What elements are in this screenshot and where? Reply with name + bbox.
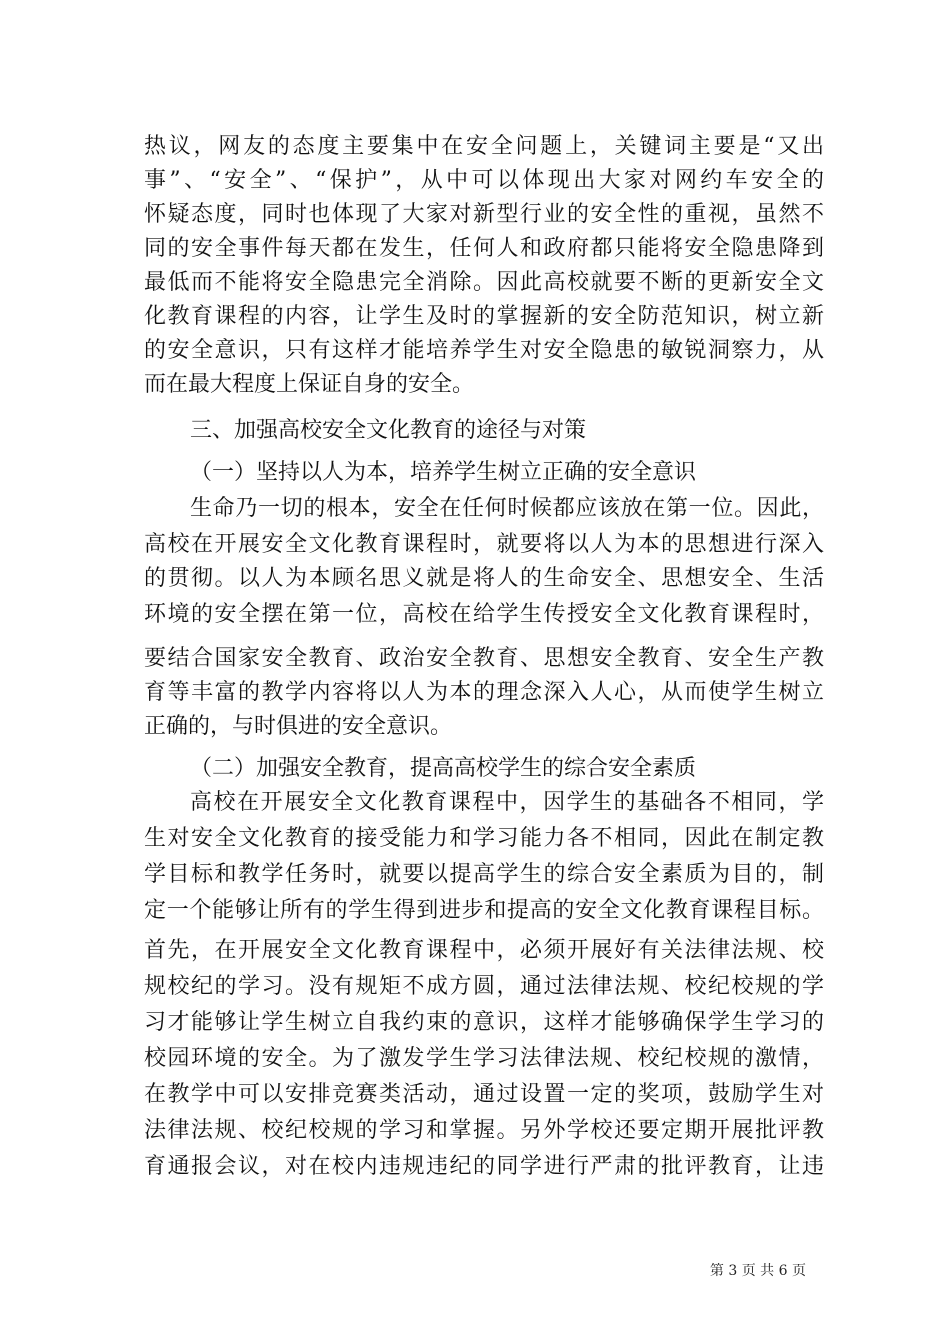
paragraph-line: 环境的安全摆在第一位，高校在给学生传授安全文化教育课程时， bbox=[144, 602, 824, 627]
paragraph-line: 而在最大程度上保证自身的安全。 bbox=[144, 372, 475, 397]
paragraph-line: 首先，在开展安全文化教育课程中，必须开展好有关法律法规、校 bbox=[144, 938, 824, 963]
paragraph-line: 育等丰富的教学内容将以人为本的理念深入人心，从而使学生树立 bbox=[144, 680, 824, 705]
paragraph-line: 化教育课程的内容，让学生及时的掌握新的安全防范知识，树立新 bbox=[144, 304, 824, 329]
page-number: 第 3 页 共 6 页 bbox=[709, 1263, 806, 1279]
paragraph-line: 校园环境的安全。为了激发学生学习法律法规、校纪校规的激情， bbox=[144, 1046, 824, 1071]
paragraph-line: 高校在开展安全文化教育课程时，就要将以人为本的思想进行深入 bbox=[144, 532, 824, 557]
paragraph-line: 正确的，与时俱进的安全意识。 bbox=[144, 714, 453, 739]
paragraph-line: 生命乃一切的根本，安全在任何时候都应该放在第一位。因此， bbox=[190, 496, 824, 521]
paragraph-line: 高校在开展安全文化教育课程中，因学生的基础各不相同，学 bbox=[190, 790, 824, 815]
paragraph-line: 最低而不能将安全隐患完全消除。因此高校就要不断的更新安全文 bbox=[144, 270, 824, 295]
paragraph-line: 同的安全事件每天都在发生，任何人和政府都只能将安全隐患降到 bbox=[144, 236, 824, 261]
paragraph-line: 法律法规、校纪校规的学习和掌握。另外学校还要定期开展批评教 bbox=[144, 1118, 824, 1143]
paragraph-line: 的贯彻。以人为本顾名思义就是将人的生命安全、思想安全、生活 bbox=[144, 566, 824, 591]
paragraph-line: 要结合国家安全教育、政治安全教育、思想安全教育、安全生产教 bbox=[144, 646, 824, 671]
paragraph-line: 习才能够让学生树立自我约束的意识，这样才能够确保学生学习的 bbox=[144, 1010, 824, 1035]
paragraph-line: 定一个能够让所有的学生得到进步和提高的安全文化教育课程目标。 bbox=[144, 898, 824, 923]
paragraph-line: 育通报会议，对在校内违规违纪的同学进行严肃的批评教育，让违 bbox=[144, 1154, 824, 1179]
paragraph-line: 规校纪的学习。没有规矩不成方圆，通过法律法规、校纪校规的学 bbox=[144, 974, 824, 999]
paragraph-line: 生对安全文化教育的接受能力和学习能力各不相同，因此在制定教 bbox=[144, 826, 824, 851]
paragraph-line: 在教学中可以安排竞赛类活动，通过设置一定的奖项，鼓励学生对 bbox=[144, 1082, 824, 1107]
paragraph-line: 怀疑态度，同时也体现了大家对新型行业的安全性的重视，虽然不 bbox=[144, 202, 824, 227]
section-heading: 三、加强高校安全文化教育的途径与对策 bbox=[190, 418, 587, 443]
subheading-2: （二）加强安全教育，提高高校学生的综合安全素质 bbox=[190, 756, 697, 781]
subheading-1: （一）坚持以人为本，培养学生树立正确的安全意识 bbox=[190, 460, 697, 485]
paragraph-line: 学目标和教学任务时，就要以提高学生的综合安全素质为目的，制 bbox=[144, 862, 824, 887]
paragraph-line: 事”、“安全”、“保护”，从中可以体现出大家对网约车安全的 bbox=[144, 168, 824, 193]
paragraph-line: 的安全意识，只有这样才能培养学生对安全隐患的敏锐洞察力，从 bbox=[144, 338, 824, 363]
paragraph-line: 热议，网友的态度主要集中在安全问题上，关键词主要是“又出 bbox=[144, 134, 824, 159]
